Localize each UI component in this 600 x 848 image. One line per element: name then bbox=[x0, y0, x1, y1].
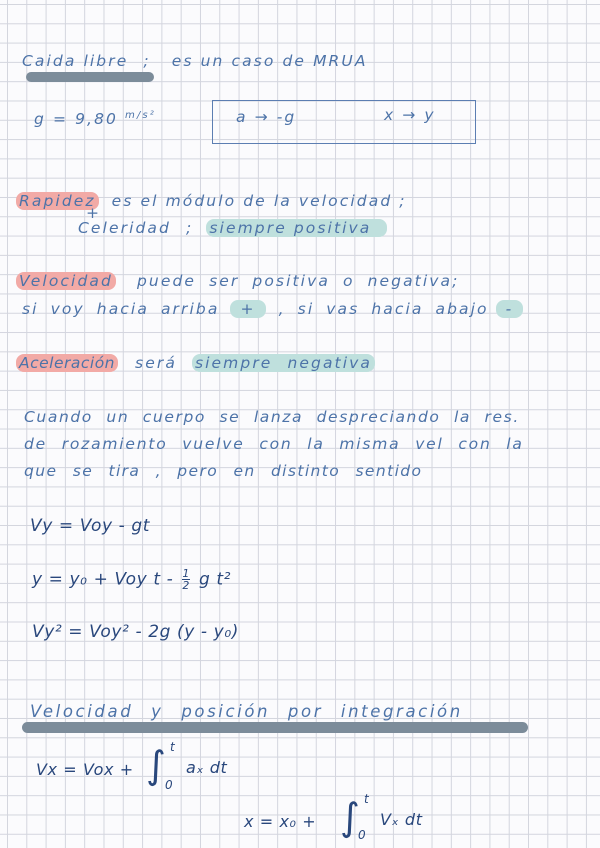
integral-sign-2: ∫ bbox=[340, 795, 361, 839]
celeridad-term: Celeridad bbox=[78, 219, 171, 237]
title-left: Caida libre bbox=[22, 52, 129, 70]
box-a: a → -g bbox=[236, 108, 297, 126]
integral-2-upper: t bbox=[364, 792, 370, 806]
rapidez-term: Rapidez bbox=[16, 192, 99, 210]
gravity-unit: m/s² bbox=[125, 110, 156, 121]
equation-2b: g t² bbox=[198, 569, 232, 590]
celeridad-line bbox=[78, 219, 387, 237]
paragraph-line3: que se tira , pero en distinto sentido bbox=[24, 462, 423, 480]
equation-1: Vy = Voy - gt bbox=[30, 516, 151, 536]
paragraph-line1: Cuando un cuerpo se lanza despreciando la res. bbox=[24, 408, 520, 426]
rapidez-line bbox=[16, 192, 407, 210]
celeridad-semi: ; bbox=[186, 219, 194, 237]
rapidez-text: es el módulo de la velocidad ; bbox=[111, 192, 407, 210]
integral-2-lower: 0 bbox=[358, 828, 367, 842]
velocidad-term: Velocidad bbox=[16, 272, 116, 290]
integral-1-lower: 0 bbox=[165, 778, 174, 792]
aceleracion-line bbox=[16, 354, 375, 372]
integral-1-upper: t bbox=[170, 740, 176, 754]
title-text bbox=[22, 52, 368, 70]
equation-3: Vy² = Voy² - 2g (y - y₀) bbox=[32, 622, 239, 642]
title-rest: es un caso de MRUA bbox=[171, 52, 368, 70]
frac-den: 2 bbox=[182, 579, 190, 592]
gravity-value bbox=[34, 110, 156, 128]
velocidad-line bbox=[16, 272, 459, 290]
integral-sign-1: ∫ bbox=[146, 743, 167, 787]
velocidad-abajo: , si vas hacia abajo bbox=[278, 300, 489, 318]
integration-heading: Velocidad y posición por integración bbox=[30, 702, 463, 721]
velocidad-line2 bbox=[22, 300, 523, 318]
x-integrand: Vₓ dt bbox=[380, 810, 423, 829]
gravity-g: g = 9,80 bbox=[34, 110, 118, 129]
aceleracion-siempre: siempre negativa bbox=[192, 354, 375, 372]
title-underline bbox=[26, 72, 154, 82]
vx-left: Vx = Vox + bbox=[36, 760, 134, 779]
rapidez-plus: + bbox=[86, 204, 102, 222]
equation-2 bbox=[32, 568, 231, 591]
title-sep: ; bbox=[143, 52, 151, 70]
aceleracion-term: Aceleración bbox=[16, 354, 118, 372]
paragraph-line2: de rozamiento vuelve con la misma vel con la bbox=[24, 435, 524, 453]
equation-2-frac bbox=[182, 568, 190, 591]
velocidad-minus: - bbox=[496, 300, 524, 318]
velocidad-plus: + bbox=[230, 300, 265, 318]
velocidad-text: puede ser positiva o negativa; bbox=[136, 272, 460, 290]
integration-underline bbox=[22, 722, 528, 733]
x-left: x = x₀ + bbox=[244, 812, 317, 831]
equation-2a: y = y₀ + Voy t - bbox=[32, 569, 180, 590]
frac-num: 1 bbox=[182, 567, 190, 580]
vx-integrand: aₓ dt bbox=[186, 758, 228, 777]
rapidez-siempre: siempre positiva bbox=[206, 219, 387, 237]
aceleracion-text: será bbox=[135, 354, 177, 372]
box-x: x → y bbox=[384, 106, 436, 124]
velocidad-arriba: si voy hacia arriba bbox=[22, 300, 220, 318]
